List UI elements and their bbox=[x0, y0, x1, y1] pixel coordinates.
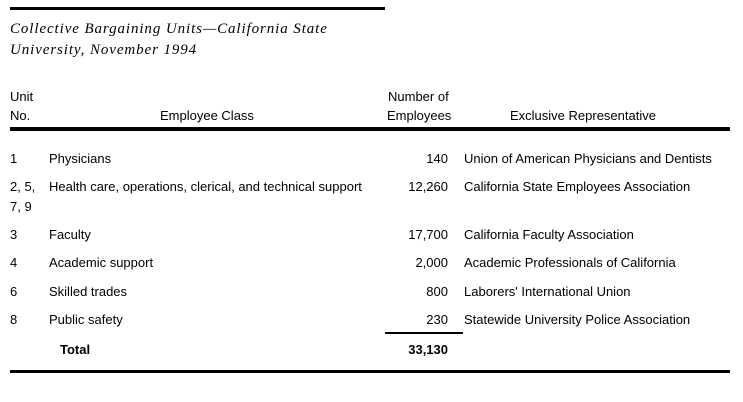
unit-number: 2, 5, bbox=[10, 179, 36, 194]
header-unit-line-1: Unit bbox=[10, 89, 34, 104]
employee-class: Physicians bbox=[49, 151, 112, 166]
employee-count: 140 bbox=[426, 151, 448, 166]
employee-count: 17,700 bbox=[408, 227, 448, 242]
header-number-line-2: Employees bbox=[387, 108, 452, 123]
header-rule bbox=[10, 127, 730, 131]
employee-class: Health care, operations, clerical, and technical support bbox=[49, 179, 362, 194]
header-representative: Exclusive Representative bbox=[510, 108, 656, 123]
representative: Union of American Physicians and Dentists bbox=[464, 151, 712, 166]
unit-number: 4 bbox=[10, 255, 18, 270]
employee-class: Public safety bbox=[49, 312, 123, 327]
representative: Academic Professionals of California bbox=[464, 255, 676, 270]
representative: California State Employees Association bbox=[464, 179, 691, 194]
employee-count: 230 bbox=[426, 312, 448, 327]
total-label: Total bbox=[60, 342, 91, 357]
subtotal-rule bbox=[385, 332, 463, 334]
bottom-rule bbox=[10, 370, 730, 373]
header-employee-class: Employee Class bbox=[160, 108, 254, 123]
top-rule bbox=[10, 7, 385, 10]
unit-number-continued: 7, 9 bbox=[10, 199, 32, 214]
title-line-2: University, November 1994 bbox=[10, 42, 198, 58]
employee-class: Faculty bbox=[49, 227, 91, 242]
unit-number: 3 bbox=[10, 227, 18, 242]
employee-class: Skilled trades bbox=[49, 284, 128, 299]
table-title bbox=[10, 19, 328, 61]
employee-class: Academic support bbox=[49, 255, 154, 270]
employee-count: 2,000 bbox=[415, 255, 448, 270]
unit-number: 1 bbox=[10, 151, 18, 166]
header-unit-line-2: No. bbox=[10, 108, 31, 123]
header-number-line-1: Number of bbox=[388, 89, 449, 104]
representative: Statewide University Police Association bbox=[464, 312, 691, 327]
total-employees: 33,130 bbox=[408, 342, 448, 357]
employee-count: 800 bbox=[426, 284, 448, 299]
representative: Laborers' International Union bbox=[464, 284, 631, 299]
unit-number: 6 bbox=[10, 284, 18, 299]
employee-count: 12,260 bbox=[408, 179, 448, 194]
unit-number: 8 bbox=[10, 312, 18, 327]
representative: California Faculty Association bbox=[464, 227, 634, 242]
title-line-1: Collective Bargaining Units—California State bbox=[10, 21, 328, 37]
